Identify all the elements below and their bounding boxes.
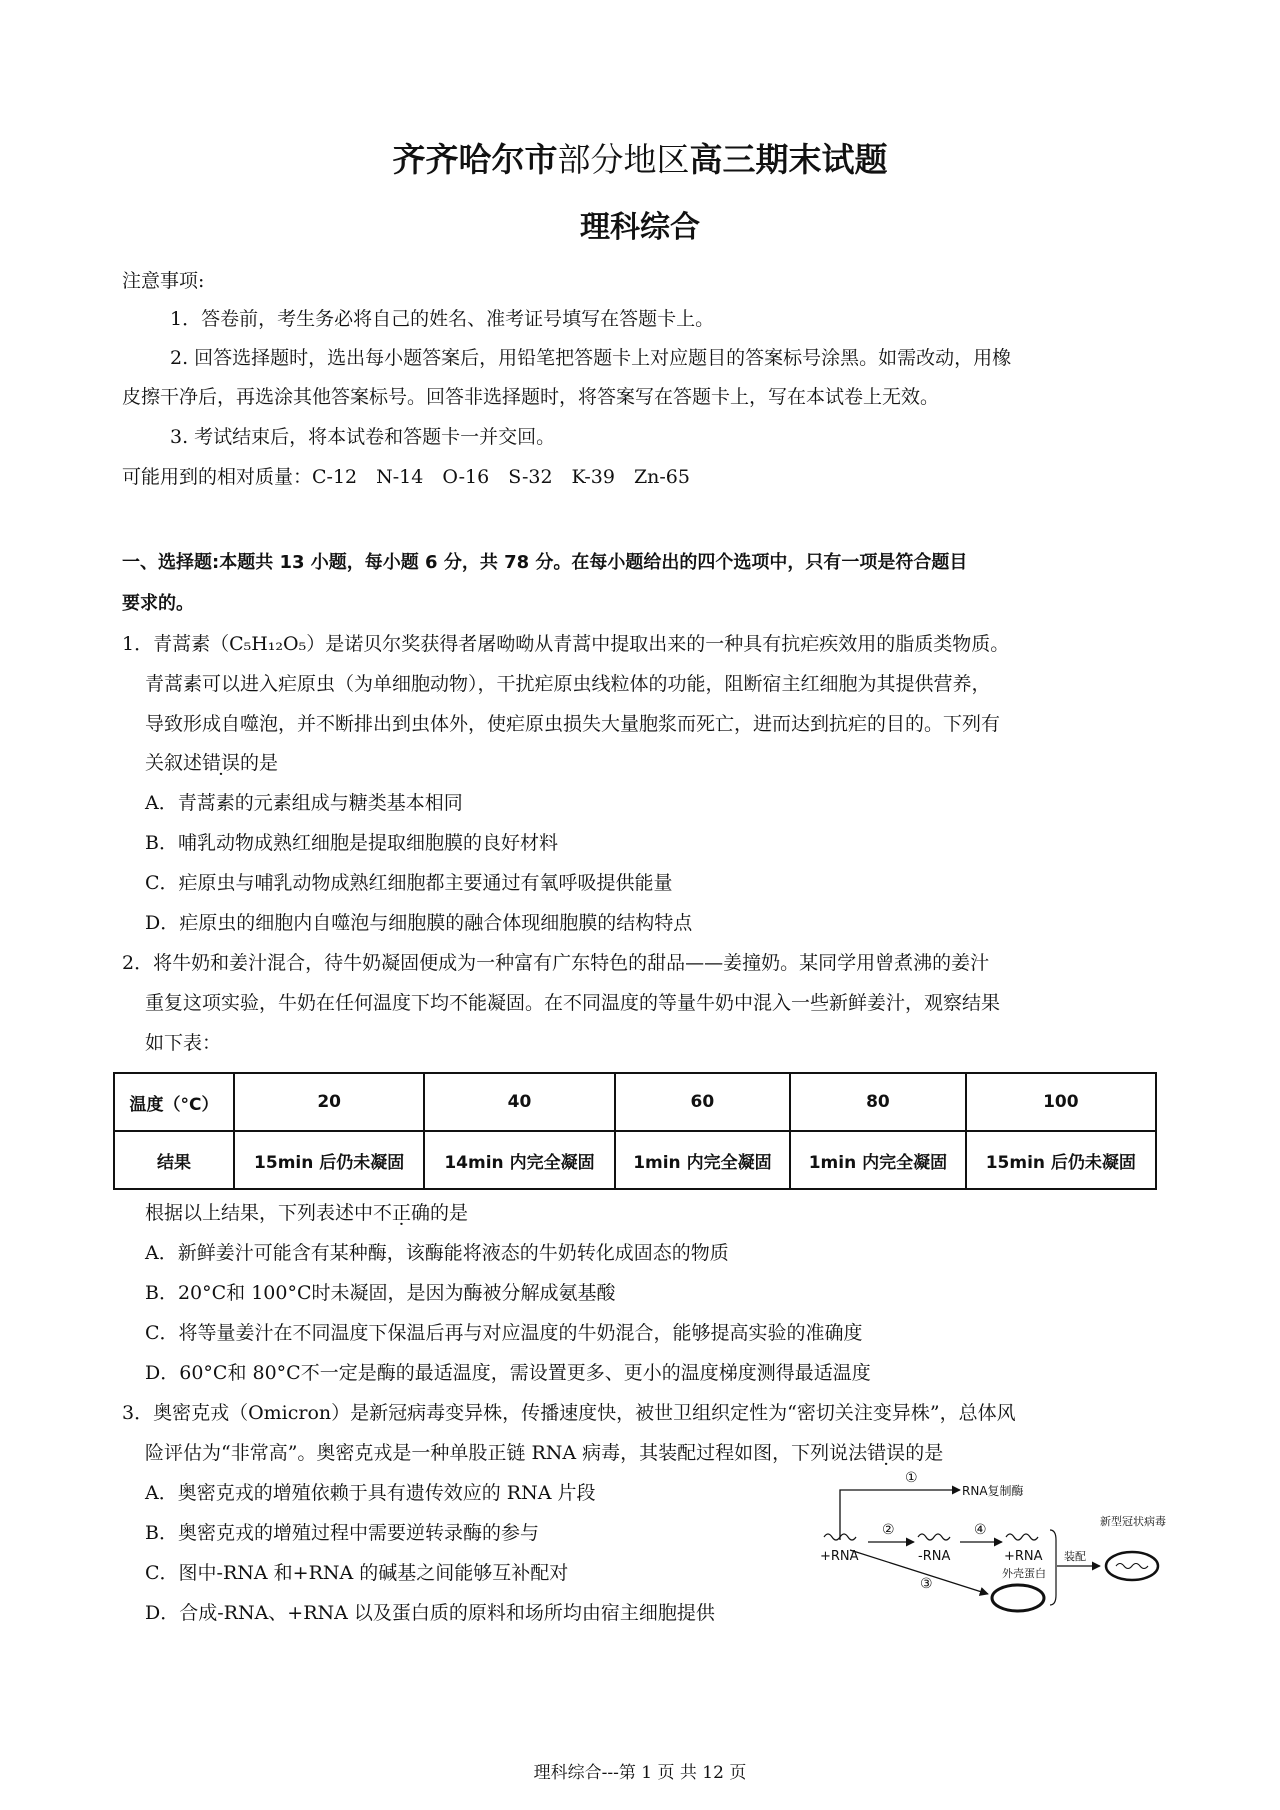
table-cell-temp-3: 60 (615, 1073, 791, 1131)
table-cell-temp-4: 80 (790, 1073, 966, 1131)
q2-question-stem (145, 1200, 468, 1226)
virus-assembly-diagram (810, 1470, 1190, 1620)
rna-strand-plus-right-icon (1006, 1534, 1038, 1540)
q1-option-b: B．哺乳动物成熟红细胞是提取细胞膜的良好材料 (145, 832, 558, 854)
minus-rna-label: -RNA (918, 1549, 951, 1564)
q3-stem-line-1: 3．奥密克戎（Omicron）是新冠病毒变异株，传播速度快，被世卫组织定性为“密切关注变异株”，总体风 (122, 1402, 1016, 1424)
q1-stem-line-1: 1．青蒿素（C₅H₁₂O₅）是诺贝尔奖获得者屠呦呦从青蒿中提取出来的一种具有抗疟疾效用的脂质类物质。 (122, 633, 1010, 655)
page-footer: 理科综合---第 1 页 共 12 页 (533, 1763, 747, 1783)
notice-item-2-line-1: 2. 回答选择题时，选出每小题答案后，用铅笔把答题卡上对应题目的答案标号涂黑。如需改动，用橡 (170, 347, 1012, 369)
page-title (0, 134, 1280, 181)
table-cell-temp-1: 20 (234, 1073, 424, 1131)
notice-item-3: 3. 考试结束后，将本试卷和答题卡一并交回。 (170, 426, 556, 448)
q2-stem-prefix: 根据以上结果，下列表述中 (145, 1202, 374, 1224)
q3-option-b: B．奥密克戎的增殖过程中需要逆转录酶的参与 (145, 1522, 539, 1544)
new-virus-label: 新型冠状病毒 (1100, 1515, 1166, 1528)
q1-emphasis-cuowu: 错误 (202, 752, 241, 774)
capsid-protein-icon (992, 1585, 1044, 1611)
q2-option-b: B．20°C和 100°C时未凝固，是因为酶被分解成氨基酸 (145, 1282, 616, 1304)
table-cell-result-2: 14min 内完全凝固 (424, 1131, 614, 1189)
table-cell-result-1: 15min 后仍未凝固 (234, 1131, 424, 1189)
notice-item-2-line-2: 皮擦干净后，再选涂其他答案标号。回答非选择题时，将答案写在答题卡上，写在本试卷上无效。 (122, 386, 940, 408)
table-row (114, 1131, 1156, 1189)
q1-stem-line-4 (145, 750, 278, 776)
q2-stem-line-3: 如下表： (145, 1032, 222, 1054)
q1-stem-line-2: 青蒿素可以进入疟原虫（为单细胞动物），干扰疟原虫线粒体的功能，阻断宿主红细胞为其提供营养， (145, 673, 991, 695)
q1-option-c: C．疟原虫与哺乳动物成熟红细胞都主要通过有氧呼吸提供能量 (145, 872, 673, 894)
table-cell-temp-5: 100 (966, 1073, 1156, 1131)
step-2-label: ② (882, 1522, 895, 1538)
q3-stem-line-2 (145, 1440, 943, 1466)
page-subtitle: 理科综合 (580, 210, 700, 245)
table-cell-temp-2: 40 (424, 1073, 614, 1131)
q2-option-c: C．将等量姜汁在不同温度下保温后再与对应温度的牛奶混合，能够提高实验的准确度 (145, 1322, 863, 1344)
q1-stem-line-3: 导致形成自噬泡，并不断排出到虫体外，使疟原虫损失大量胞浆而死亡，进而达到抗疟的目的。下列有 (145, 713, 1001, 735)
plus-rna-right-label: +RNA (1004, 1549, 1043, 1564)
q2-option-a: A．新鲜姜汁可能含有某种酶，该酶能将液态的牛奶转化成固态的物质 (145, 1242, 729, 1264)
q1-option-d: D．疟原虫的细胞内自噬泡与细胞膜的融合体现细胞膜的结构特点 (145, 912, 693, 934)
q2-stem-line-2: 重复这项实验，牛奶在任何温度下均不能凝固。在不同温度的等量牛奶中混入一些新鲜姜汁，观察结果 (145, 992, 1001, 1014)
q3-option-c: C．图中-RNA 和+RNA 的碱基之间能够互补配对 (145, 1562, 569, 1584)
q1-stem-suffix: 的是 (240, 752, 279, 774)
relative-masses: 可能用到的相对质量：C-12 N-14 O-16 S-32 K-39 Zn-65 (122, 466, 690, 488)
q3-stem-prefix: 险评估为“非常高”。奥密克戎是一种单股正链 RNA 病毒，其装配过程如图，下列说法 (145, 1442, 868, 1464)
assembly-label: 装配 (1064, 1550, 1086, 1563)
section-heading-line-1: 一、选择题:本题共 13 小题，每小题 6 分，共 78 分。在每小题给出的四个选项中，只有一项是符合题目 (122, 552, 968, 573)
plus-rna-left-label: +RNA (820, 1549, 859, 1564)
new-virus-rna-icon (1116, 1564, 1148, 1569)
q3-emphasis-cuowu: 错误 (867, 1442, 906, 1464)
table-header-temperature: 温度（°C） (114, 1073, 234, 1131)
capsid-label: 外壳蛋白 (1002, 1567, 1046, 1580)
arrow-step-1 (840, 1490, 960, 1540)
title-region: 部分地区 (557, 140, 690, 179)
q2-emphasis-buzhengque: 不正确 (373, 1202, 431, 1224)
table-cell-result-4: 1min 内完全凝固 (790, 1131, 966, 1189)
q3-option-a: A．奥密克戎的增殖依赖于具有遗传效应的 RNA 片段 (145, 1482, 596, 1504)
section-heading-line-2: 要求的。 (122, 593, 194, 614)
q2-results-table (113, 1072, 1157, 1190)
q3-option-d: D．合成-RNA、+RNA 以及蛋白质的原料和场所均由宿主细胞提供 (145, 1602, 715, 1624)
q3-stem-suffix: 的是 (905, 1442, 944, 1464)
q1-option-a: A．青蒿素的元素组成与糖类基本相同 (145, 792, 463, 814)
step-4-label: ④ (974, 1522, 987, 1538)
rna-replicase-label: RNA复制酶 (962, 1484, 1024, 1498)
step-1-label: ① (905, 1470, 918, 1486)
notice-heading: 注意事项: (122, 270, 205, 292)
notice-item-1: 1．答卷前，考生务必将自己的姓名、准考证号填写在答题卡上。 (170, 308, 715, 330)
q2-option-d: D．60°C和 80°C不一定是酶的最适温度，需设置更多、更小的温度梯度测得最适温度 (145, 1362, 871, 1384)
title-city: 齐齐哈尔市 (392, 140, 558, 179)
table-cell-result-3: 1min 内完全凝固 (615, 1131, 791, 1189)
table-cell-result-5: 15min 后仍未凝固 (966, 1131, 1156, 1189)
q1-stem-prefix: 关叙述 (145, 752, 203, 774)
rna-strand-minus-icon (918, 1534, 950, 1540)
table-header-result: 结果 (114, 1131, 234, 1189)
table-row (114, 1073, 1156, 1131)
q2-stem-suffix: 的是 (430, 1202, 469, 1224)
step-3-label: ③ (920, 1576, 933, 1592)
assembly-bracket (1050, 1530, 1056, 1605)
q2-stem-line-1: 2．将牛奶和姜汁混合，待牛奶凝固便成为一种富有广东特色的甜品——姜撞奶。某同学用曾煮沸的姜汁 (122, 952, 990, 974)
title-exam: 高三期末试题 (689, 140, 888, 179)
